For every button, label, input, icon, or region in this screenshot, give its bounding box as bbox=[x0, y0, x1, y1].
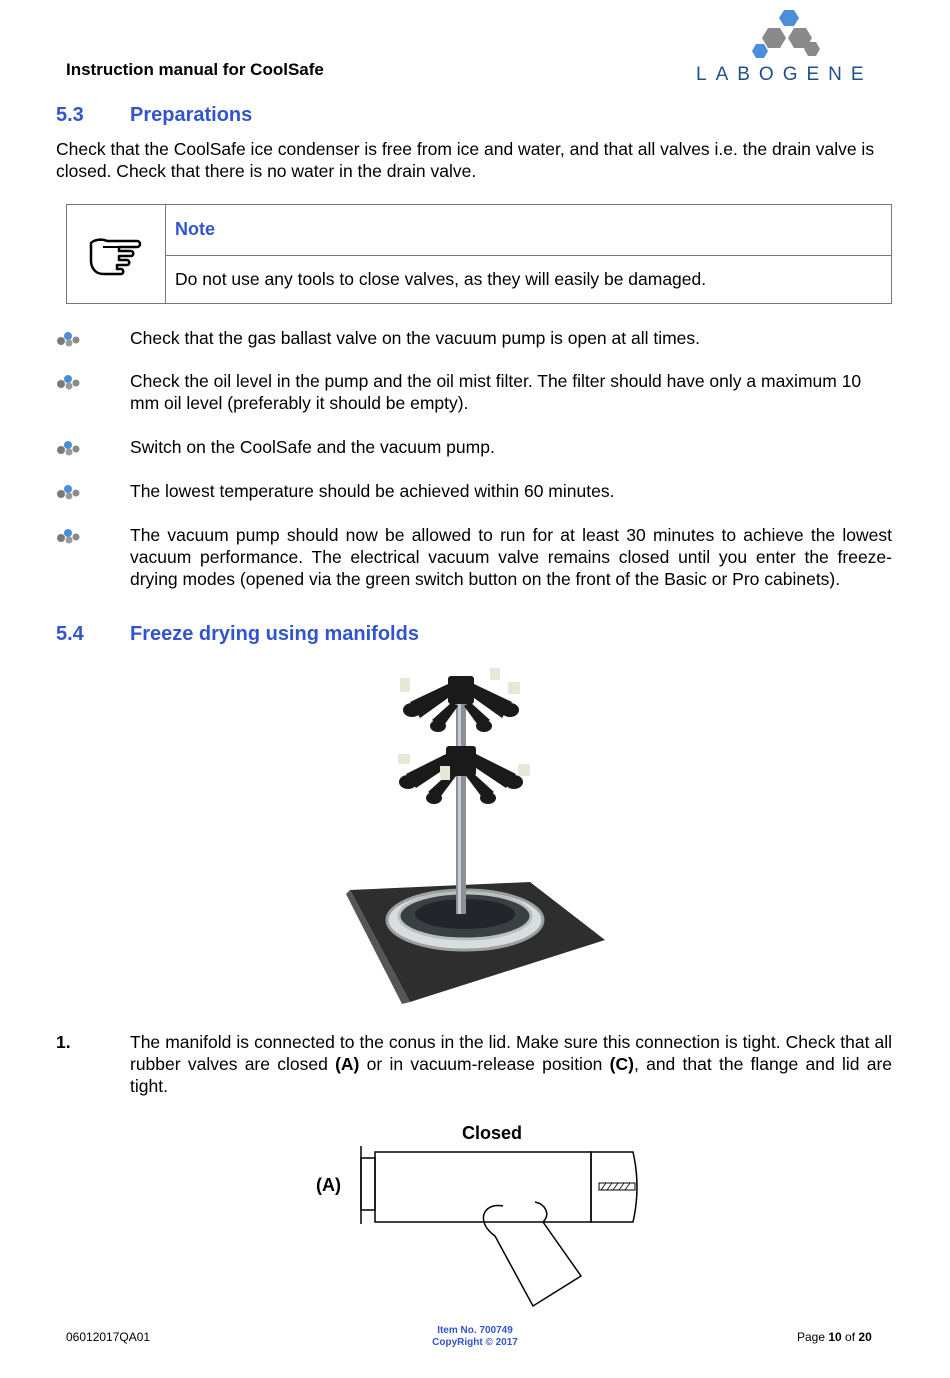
molecule-bullet-icon bbox=[56, 439, 82, 457]
copyright: CopyRight © 2017 bbox=[432, 1337, 518, 1348]
note-heading-cell bbox=[165, 205, 891, 256]
closed-valve-diagram bbox=[355, 1144, 650, 1310]
list-item: The lowest temperature should be achieved within 60 minutes. bbox=[130, 481, 615, 501]
note-box bbox=[66, 204, 892, 304]
hexagon-logo-icon bbox=[692, 6, 892, 66]
intro-paragraph: Check that the CoolSafe ice condenser is free from ice and water, and that all valves i.e. the drain valve is closed. Check that there is no water in the drain valve. bbox=[56, 139, 875, 181]
footer-center bbox=[375, 1325, 575, 1349]
section-number: 5.3 bbox=[56, 104, 84, 126]
note-heading: Note bbox=[175, 219, 215, 239]
manifold-photo bbox=[340, 662, 610, 1007]
list-item: Check the oil level in the pump and the oil mist filter. The filter should have only a maximum 10 mm oil level (preferably it should be empty). bbox=[130, 371, 862, 413]
step-number: 1. bbox=[56, 1032, 71, 1052]
pointing-hand-icon bbox=[67, 205, 165, 303]
note-text: Do not use any tools to close valves, as they will easily be damaged. bbox=[175, 269, 707, 289]
note-body-cell bbox=[165, 255, 891, 303]
diagram-label: (A) bbox=[316, 1175, 341, 1195]
note-icon-cell bbox=[67, 205, 166, 303]
section-title: Preparations bbox=[130, 104, 253, 126]
molecule-bullet-icon bbox=[56, 527, 82, 545]
logo-wordmark: LABOGENE bbox=[696, 64, 873, 85]
list-item: Switch on the CoolSafe and the vacuum pump. bbox=[130, 437, 495, 457]
labogene-logo bbox=[692, 6, 892, 86]
diagram-title: Closed bbox=[462, 1123, 523, 1143]
list-item: The vacuum pump should now be allowed to run for at least 30 minutes to achieve the lowest vacuum performance. The electrical vacuum valve remains closed until you enter the freeze-drying modes (opened via the green switch button on the front of the Basic or Pro cabinets). bbox=[130, 525, 892, 589]
document-code: 06012017QA01 bbox=[66, 1330, 151, 1344]
molecule-bullet-icon bbox=[56, 483, 82, 501]
document-title: Instruction manual for CoolSafe bbox=[66, 60, 324, 79]
item-number: Item No. 700749 bbox=[437, 1325, 513, 1336]
section-title: Freeze drying using manifolds bbox=[130, 623, 419, 645]
list-item: Check that the gas ballast valve on the vacuum pump is open at all times. bbox=[130, 328, 701, 348]
molecule-bullet-icon bbox=[56, 373, 82, 391]
page-number: Page 10 of 20 bbox=[797, 1330, 872, 1344]
section-number: 5.4 bbox=[56, 623, 84, 645]
step-text: The manifold is connected to the conus in the lid. Make sure this connection is tight. Check that all rubber valves are closed (A) or in vacuum-release position (C), and that the flange and lid are tight. bbox=[130, 1032, 893, 1096]
molecule-bullet-icon bbox=[56, 330, 82, 348]
